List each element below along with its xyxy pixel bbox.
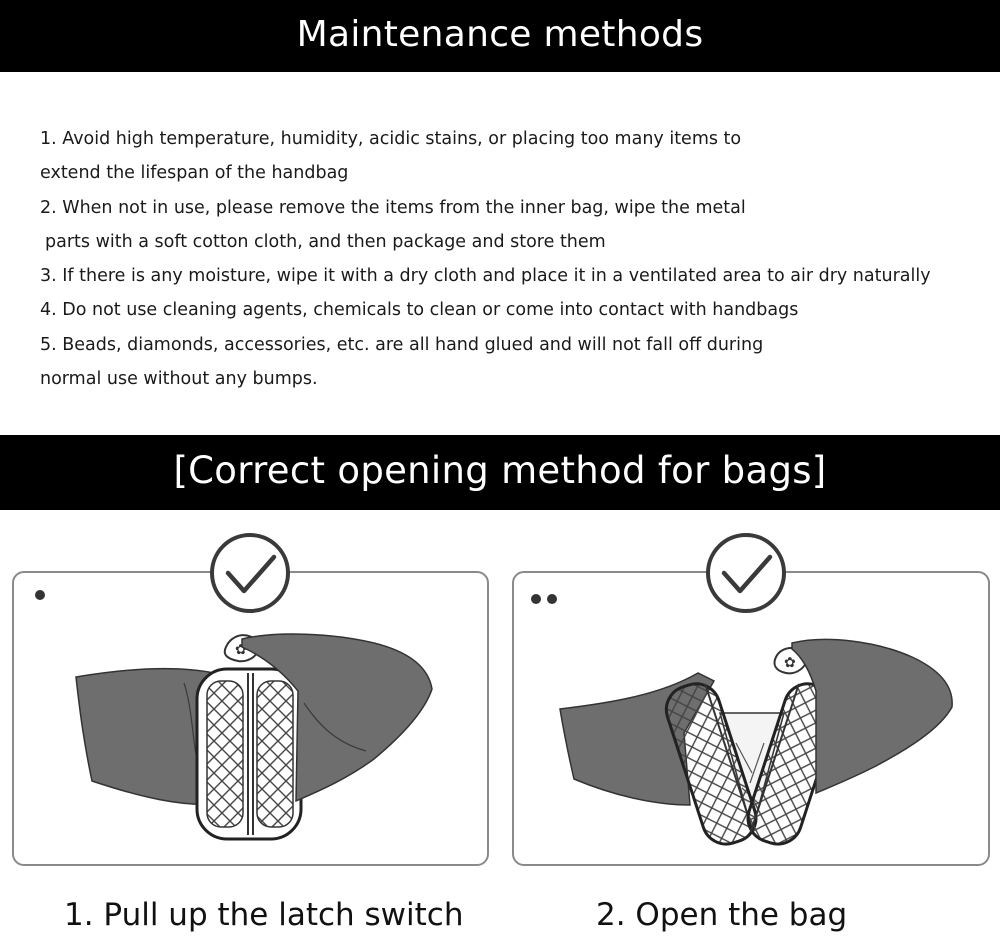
step-2-illustration [514,573,990,866]
instruction-line: 1. Avoid high temperature, humidity, acidic stains, or placing too many items to [40,129,742,149]
instruction-line: 2. When not in use, please remove the items from the inner bag, wipe the metal [40,197,746,218]
instruction-line: 4. Do not use cleaning agents, chemicals to clean or come into contact with handbags [40,300,799,321]
step-2-illustration-panel [512,571,990,866]
instruction-line: normal use without any bumps. [40,369,318,390]
checkmark-circle-icon [704,531,788,615]
opening-method-header [0,435,1000,510]
right-hand-icon [792,639,952,793]
step-dot-icon [35,590,45,600]
svg-text:✿: ✿ [235,642,247,658]
checkmark-circle-icon [208,531,292,615]
step-1-illustration [14,573,489,866]
instruction-line: parts with a soft cotton cloth, and then package and store them [45,231,606,252]
opening-method-title: [Correct opening method for bags] [173,449,827,492]
step-dot-icon [547,594,557,604]
maintenance-instructions [40,122,960,396]
step-dot-icon [531,594,541,604]
step-1-illustration-panel [12,571,489,866]
step-2-caption: 2. Open the bag [596,897,848,933]
svg-text:✿: ✿ [784,655,796,671]
step-1-caption: 1. Pull up the latch switch [64,897,464,933]
maintenance-header [0,0,1000,72]
instruction-line: 5. Beads, diamonds, accessories, etc. are all hand glued and will not fall off during [40,334,764,355]
maintenance-title: Maintenance methods [296,14,704,55]
instruction-line: extend the lifespan of the handbag [40,163,349,184]
instruction-line: 3. If there is any moisture, wipe it with a dry cloth and place it in a ventilated area to air dry naturally [40,266,931,287]
